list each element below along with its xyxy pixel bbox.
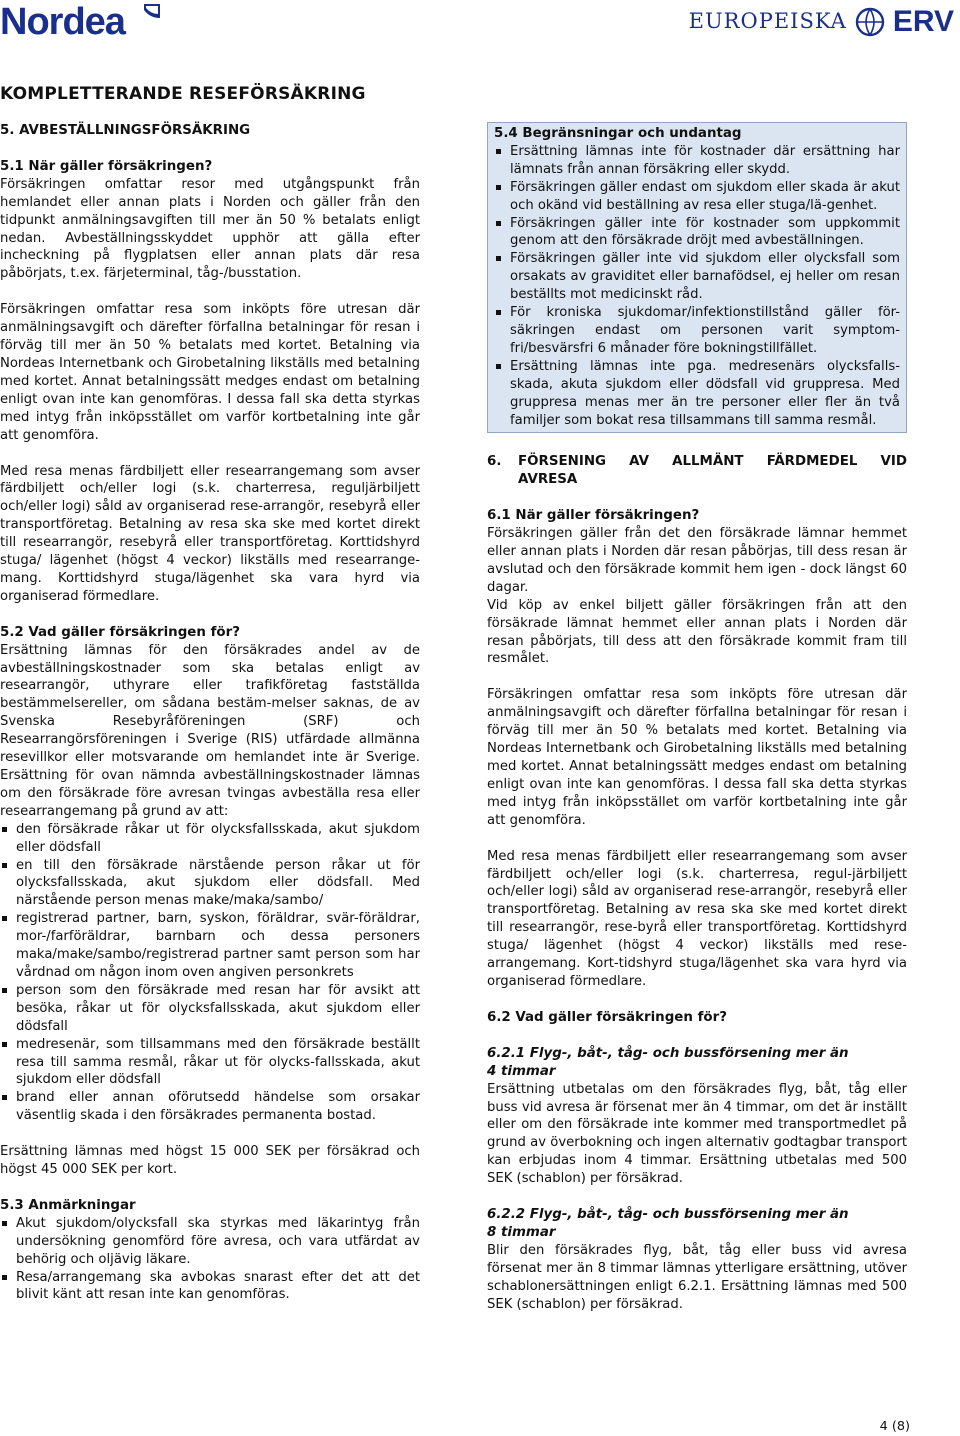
list-item: Ersättning lämnas inte för kostnader där ersättning har lämnats från annan försäkring eller skydd. [494, 143, 900, 179]
section-6-1-paragraph-3: Försäkringen omfattar resa som inköpts före utresan där anmälningsavgift och därefter förfallna betalningar för resan i förväg till mer än 50 % betalats med kortet. Betalning via Nordeas Internetbank och Girobetalning likställs med betalning med kortet. Annat betalningssätt medges endast om betalning enligt ovan inte kan genomföras. I dessa fall ska detta styrkas med intyg från inköpsstället om varför kortbetalning inte går att genomföra. [487, 687, 907, 828]
section-5-heading: 5. AVBESTÄLLNINGSFÖRSÄKRING [0, 123, 251, 138]
section-5-1-paragraph-3: Med resa menas färdbiljett eller researrangemang som avser färdbiljett och/eller logi (s.k. charterresa, reguljärbiljett och/eller logi) såld av organiserad rese-arrangör, resebyrå eller transportföretag. Betalning av resa ska ske med kortet direkt till researrangör, resebyrå eller transportföretag. Korttidshyrd stuga/ lägenhet (högst 4 veckor) likställs med researrange-mang. Korttidshyrd stuga/lägenhet ska vara hyrd via organiserad förmedlare. [0, 463, 420, 604]
list-item: Försäkringen gäller endast om sjukdom eller skada är akut och okänd vid beställning av resa eller stuga/lä-genhet. [494, 179, 900, 215]
section-6-2-1-heading-line-2: 4 timmar [487, 1063, 556, 1079]
section-6-2-1-heading: 6.2.1 Flyg-, båt-, tåg- och bussförsening mer än [487, 1045, 849, 1061]
section-5-2-bullet-list [0, 821, 420, 1125]
section-5-1-paragraph-1: Försäkringen omfattar resor med utgångspunkt från hemlandet eller annan plats i Norden och gäller från den tidpunkt anmälningsavgiften till mer än 50 % betalats enligt nedan. Avbeställningsskyddet upphör att gälla efter incheckning på flygplatsen eller annan plats där resa påbörjats, t.ex. färjeterminal, tåg-/busstation. [0, 176, 420, 282]
section-6-2-2-heading-line-2: 8 timmar [487, 1224, 556, 1240]
section-5-4-heading: 5.4 Begränsningar och undantag [494, 126, 742, 141]
right-column [487, 122, 907, 1313]
section-5-4-box [487, 122, 907, 433]
section-5-2-paragraph-2: Ersättning lämnas med högst 15 000 SEK per försäkrad och högst 45 000 SEK per kort. [0, 1144, 420, 1178]
list-item: registrerad partner, barn, syskon, föräldrar, svär-föräldrar, mor-/farföräldrar, barnbarn och dessa personers maka/make/sambo/registrerad partner samt person som har vårdnad om någon inom oven angiven personkrets [0, 910, 420, 982]
section-5-1-heading: 5.1 När gäller försäkringen? [0, 158, 213, 174]
erv-wordmark: ERV [892, 5, 954, 39]
nordea-logo-sail-icon [144, 4, 160, 18]
section-6-2-heading: 6.2 Vad gäller försäkringen för? [487, 1009, 727, 1025]
section-5-3-heading: 5.3 Anmärkningar [0, 1197, 136, 1213]
section-5-4-bullet-list [494, 143, 900, 430]
section-6-number: 6. [487, 454, 502, 470]
heading-word: VID [880, 454, 907, 470]
heading-word: ALLMÄNT [672, 454, 744, 470]
nordea-logo-mark [0, 0, 170, 42]
left-column [0, 122, 420, 1304]
section-5-2-heading: 5.2 Vad gäller försäkringen för? [0, 624, 240, 640]
section-5-1-paragraph-2: Försäkringen omfattar resa som inköpts före utresan där anmälningsavgift och därefter förfallna betalningar för resan i förväg till mer än 50 % betalats med kortet. Betalning via Nordeas Internetbank och Girobetalning likställs med betalning med kortet. Annat betalningssätt medges endast om betalning enligt ovan inte kan genomföras. I dessa fall ska detta styrkas med intyg från inköpsstället om varför kortbetalning inte går att genomföra. [0, 302, 420, 443]
section-6-1-paragraph-2: Vid köp av enkel biljett gäller försäkringen från att den försäkrade lämnat hemmet eller annan plats i Norden där resan påbörjats, till dess att den försäkrade kommit fram till resmålet. [487, 597, 907, 667]
list-item: Försäkringen gäller inte vid sjukdom eller olycksfall som orsakats av graviditet eller barnafödsel, ej heller om resan beställts mot medicinskt råd. [494, 250, 900, 304]
list-item: Akut sjukdom/olycksfall ska styrkas med läkarintyg från undersökning genomförd före avresa, och vara utfärdat av behörig och oljävig läkare. [0, 1215, 420, 1269]
list-item: Försäkringen gäller inte för kostnader som uppkommit genom att den försäkrade dröjt med avbeställningen. [494, 215, 900, 251]
list-item: Ersättning lämnas inte pga. medresenärs olycksfalls-skada, akuta sjukdom eller dödsfall vid gruppresa. Med gruppresa menas mer än tre personer eller fler än två familjer som bokat resa tillsammans till samma resmål. [494, 358, 900, 430]
section-6-heading-line-2: AVRESA [518, 472, 578, 488]
erv-globe-icon [855, 7, 885, 37]
section-6-2-2-heading: 6.2.2 Flyg-, båt-, tåg- och bussförsening mer än [487, 1207, 849, 1223]
section-6-heading [487, 453, 907, 471]
heading-word: AV [629, 454, 649, 470]
list-item: medresenär, som tillsammans med den försäkrade beställt resa till samma resmål, råkar ut för olycks-fallsskada, akut sjukdom eller dödsfall [0, 1036, 420, 1090]
list-item: För kroniska sjukdomar/infektionstillstånd gäller för-säkringen endast om personen varit symptom-fri/besvärsfri 6 månader före bokningstillfället. [494, 304, 900, 358]
list-item: en till den försäkrade närstående person råkar ut för olycksfallsskada, akut sjukdom eller dödsfall. Med närstående person menas make/maka/sambo/ [0, 857, 420, 911]
section-6-2-1-paragraph: Ersättning utbetalas om den försäkrades flyg, båt, tåg eller buss vid avresa är försenat mer än 4 timmar, om det är inställt eller om den försäkrade inte kommer med transportmedlet på grund av överbokning och ingen alternativ godtagbar transport kan erbjudas inom 4 timmar. Ersättning utbetalas med 500 SEK (schablon) per försäkrad. [487, 1081, 907, 1187]
europeiska-erv-logo [689, 4, 954, 40]
nordea-logo-wordmark: Nordea [0, 1, 125, 42]
list-item: den försäkrade råkar ut för olycksfallsskada, akut sjukdom eller dödsfall [0, 821, 420, 857]
section-5-3-bullet-list [0, 1215, 420, 1305]
heading-word: FÖRSENING [518, 454, 607, 470]
section-6-1-paragraph-1: Försäkringen gäller från det den försäkrade lämnar hemmet eller annan plats i Norden där resan påbörjas, till dess resan är avslutad och den försäkrade kommit hem igen - dock längst 60 dagar. [487, 526, 907, 595]
europeiska-wordmark: EUROPEISKA [688, 9, 847, 34]
document-title: KOMPLETTERANDE RESEFÖRSÄKRING [0, 84, 366, 104]
nordea-logo [0, 0, 170, 42]
section-6-1-paragraph-4: Med resa menas färdbiljett eller researrangemang som avser färdbiljett och/eller logi (s.k. charterresa, regul-järbiljett och/eller logi) såld av organiserad rese-arrangör, resebyrå eller transportföretag. Betalning av resa ska ske med kortet direkt till researrangör, rese-byrå eller transportföretag. Korttidshyrd stuga/ lägenhet (högst 4 veckor) likställs med rese-arrangemang. Kort-tidshyrd stuga/lägenhet ska vara hyrd via organiserad förmedlare. [487, 848, 907, 989]
section-6-2-2-paragraph: Blir den försäkrades flyg, båt, tåg eller buss vid avresa försenat mer än 8 timmar lämnas ytterligare ersättning, utöver schablonersättningen enligt 6.2.1. Ersättning lämnas med 500 SEK (schablon) per försäkrad. [487, 1242, 907, 1312]
list-item: person som den försäkrade med resan har för avsikt att besöka, råkar ut för olycksfallsskada, akut sjukdom eller dödsfall [0, 982, 420, 1036]
section-6-1-heading: 6.1 När gäller försäkringen? [487, 508, 700, 524]
heading-word: FÄRDMEDEL [766, 454, 858, 470]
section-6-heading-line-1 [518, 453, 907, 471]
page-number: 4 (8) [879, 1419, 910, 1434]
list-item: brand eller annan oförutsedd händelse som orsakar väsentlig skada i den försäkrades permanenta bostad. [0, 1089, 420, 1125]
list-item: Resa/arrangemang ska avbokas snarast efter det att det blivit känt att resan inte kan genomföras. [0, 1269, 420, 1305]
section-5-2-paragraph-1: Ersättning lämnas för den försäkrades andel av de avbeställningskostnader som ska betalas enligt av researrangör, uthyrare eller trafikföretag fastställda bestämmelsereller, om sådana bestäm-melser saknas, de av Svenska Resebyråföreningen (SRF) och Researrangörsföreningen i Sverige (RIS) utfärdade allmänna resevillkor eller motsvarande om hemlandet inte är Sverige. Ersättning för ovan nämnda avbeställningskostnader lämnas om den försäkrade före avresan tvingas avbeställa resa eller researrangemang på grund av att: [0, 642, 420, 819]
